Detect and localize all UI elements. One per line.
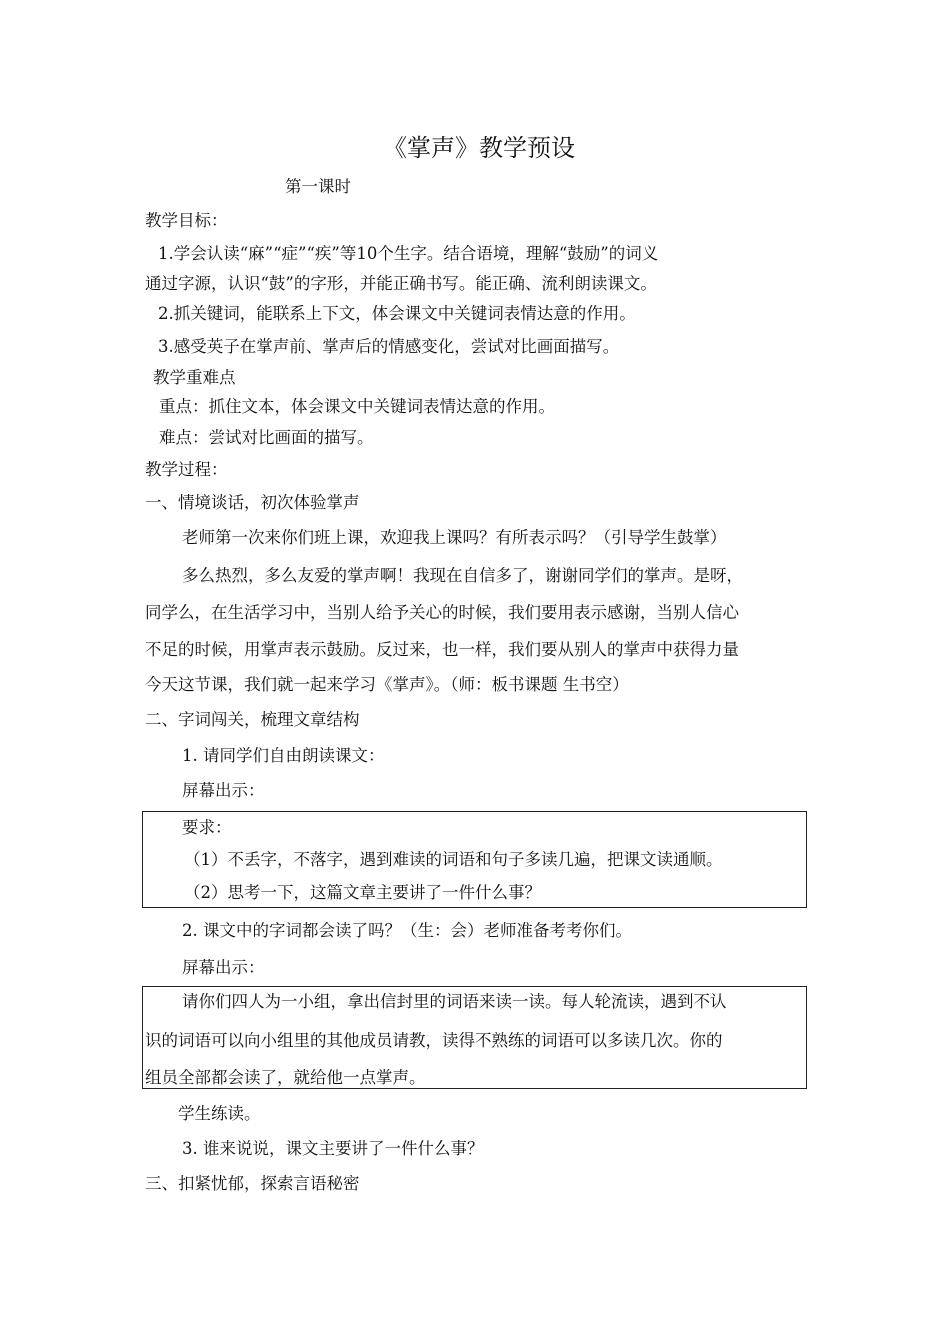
screen-display-label-1: 屏幕出示： <box>182 781 265 800</box>
objective-3: 3.感受英子在掌声前、掌声后的情感变化，尝试对比画面描写。 <box>158 337 620 356</box>
section-3-heading: 三、扣紧忧郁，探索言语秘密 <box>145 1174 360 1193</box>
section-2-step-2: 2. 课文中的字词都会读了吗？（生：会）老师准备考考你们。 <box>182 921 632 940</box>
requirements-box-line-2: （1）不丢字，不落字，遇到难读的词语和句子多读几遍，把课文读通顺。 <box>184 850 723 869</box>
section-2-step-1: 1. 请同学们自由朗读课文： <box>182 746 385 765</box>
section-1-paragraph-1: 老师第一次来你们班上课，欢迎我上课吗？有所表示吗？（引导学生鼓掌） <box>182 528 727 547</box>
requirements-box-line-3: （2）思考一下，这篇文章主要讲了一件什么事？ <box>184 883 541 902</box>
section-1-paragraph-2-line-4: 今天这节课，我们就一起来学习《掌声》。（师：板书课题 生书空） <box>145 675 629 694</box>
requirements-box-line-1: 要求： <box>182 818 232 837</box>
section-1-paragraph-2-line-3: 不足的时候，用掌声表示鼓励。反过来，也一样，我们要从别人的掌声中获得力量 <box>145 640 739 659</box>
objective-1-line-2: 通过字源，认识“鼓”的字形，并能正确书写。能正确、流利朗读课文。 <box>145 274 657 293</box>
process-heading: 教学过程： <box>145 460 228 479</box>
key-points-heading: 教学重难点 <box>153 368 236 387</box>
group-reading-box-line-2: 识的词语可以向小组里的其他成员请教，读得不熟练的词语可以多读几次。你的 <box>145 1031 723 1050</box>
section-1-heading: 一、情境谈话，初次体验掌声 <box>145 493 360 512</box>
student-practice: 学生练读。 <box>178 1104 261 1123</box>
objective-1-line-1: 1.学会认读“麻”“症”“疾”等10个生字。结合语境，理解“鼓励”的词义 <box>158 244 659 263</box>
group-reading-box-line-1: 请你们四人为一小组，拿出信封里的词语来读一读。每人轮流读，遇到不认 <box>182 992 727 1011</box>
lesson-label: 第一课时 <box>285 177 351 196</box>
key-point-difficulty: 难点：尝试对比画面的描写。 <box>159 428 374 447</box>
objectives-heading: 教学目标： <box>145 211 228 230</box>
key-point-focus: 重点：抓住文本，体会课文中关键词表情达意的作用。 <box>159 397 555 416</box>
section-2-heading: 二、字词闯关，梳理文章结构 <box>145 710 360 729</box>
group-reading-box-line-3: 组员全部都会读了，就给他一点掌声。 <box>145 1068 426 1087</box>
page-title: 《掌声》教学预设 <box>383 134 575 162</box>
section-2-step-3: 3. 谁来说说，课文主要讲了一件什么事？ <box>182 1139 484 1158</box>
section-1-paragraph-2-line-1: 多么热烈，多么友爱的掌声啊！我现在自信多了，谢谢同学们的掌声。是呀， <box>182 566 743 585</box>
section-1-paragraph-2-line-2: 同学么，在生活学习中，当别人给予关心的时候，我们要用表示感谢，当别人信心 <box>145 603 739 622</box>
objective-2: 2.抓关键词，能联系上下文，体会课文中关键词表情达意的作用。 <box>158 304 636 323</box>
screen-display-label-2: 屏幕出示： <box>182 958 265 977</box>
